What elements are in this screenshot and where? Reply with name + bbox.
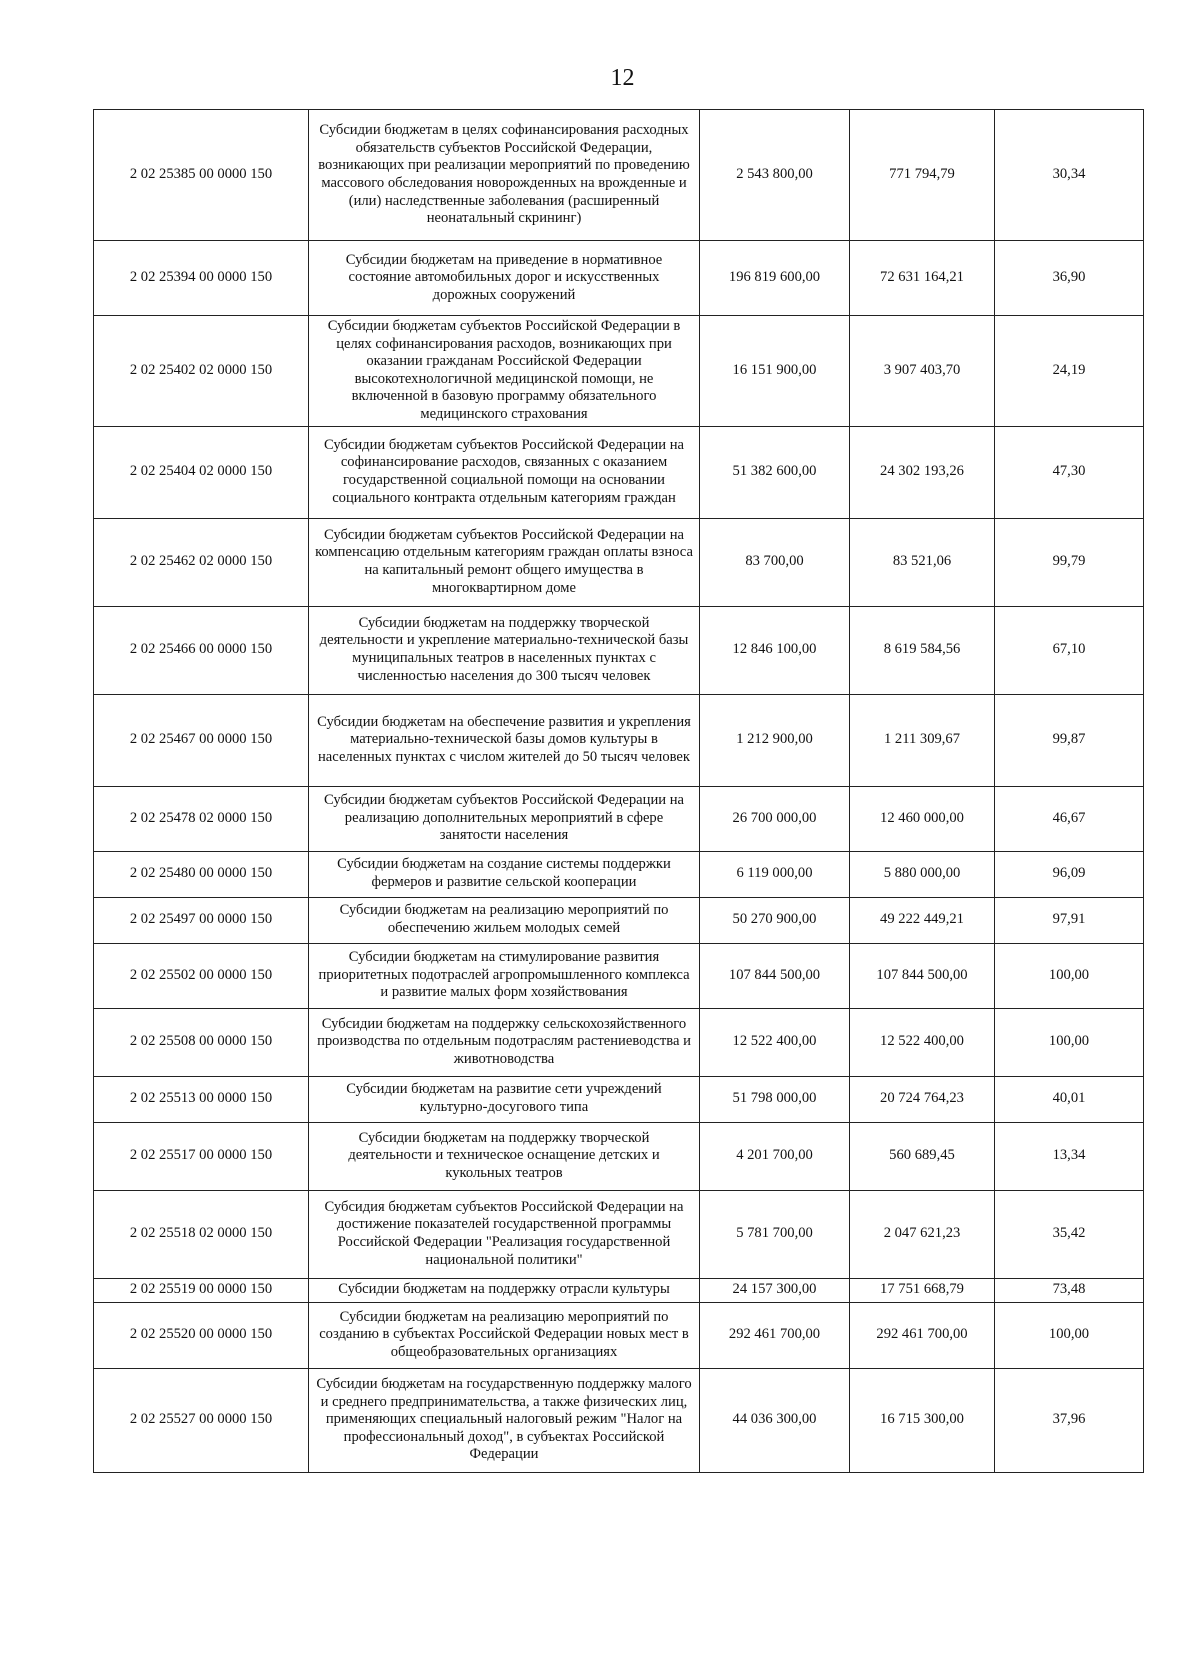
budget-code-cell: 2 02 25480 00 0000 150 (94, 851, 309, 897)
planned-amount-cell: 12 522 400,00 (700, 1008, 850, 1076)
description-cell: Субсидии бюджетам субъектов Российской Федерации на реализацию дополнительных мероприятий в сфере занятости населения (309, 786, 700, 851)
actual-amount-cell: 72 631 164,21 (850, 241, 995, 316)
planned-amount-cell: 5 781 700,00 (700, 1190, 850, 1278)
budget-code-cell: 2 02 25519 00 0000 150 (94, 1278, 309, 1302)
percent-cell: 37,96 (995, 1368, 1144, 1472)
table-row (94, 694, 1144, 786)
budget-code-cell: 2 02 25478 02 0000 150 (94, 786, 309, 851)
planned-amount-cell: 26 700 000,00 (700, 786, 850, 851)
budget-code-cell: 2 02 25497 00 0000 150 (94, 897, 309, 943)
percent-cell: 73,48 (995, 1278, 1144, 1302)
actual-amount-cell: 2 047 621,23 (850, 1190, 995, 1278)
table-row (94, 110, 1144, 241)
budget-code-cell: 2 02 25466 00 0000 150 (94, 606, 309, 694)
actual-amount-cell: 771 794,79 (850, 110, 995, 241)
actual-amount-cell: 24 302 193,26 (850, 426, 995, 518)
actual-amount-cell: 8 619 584,56 (850, 606, 995, 694)
table-row (94, 241, 1144, 316)
table-row (94, 1122, 1144, 1190)
description-cell: Субсидии бюджетам на приведение в нормативное состояние автомобильных дорог и искусственных дорожных сооружений (309, 241, 700, 316)
budget-table (93, 109, 1144, 1473)
actual-amount-cell: 17 751 668,79 (850, 1278, 995, 1302)
description-cell: Субсидии бюджетам на поддержку отрасли культуры (309, 1278, 700, 1302)
actual-amount-cell: 16 715 300,00 (850, 1368, 995, 1472)
actual-amount-cell: 83 521,06 (850, 518, 995, 606)
actual-amount-cell: 107 844 500,00 (850, 943, 995, 1008)
table-row (94, 1190, 1144, 1278)
actual-amount-cell: 12 522 400,00 (850, 1008, 995, 1076)
budget-code-cell: 2 02 25462 02 0000 150 (94, 518, 309, 606)
planned-amount-cell: 6 119 000,00 (700, 851, 850, 897)
percent-cell: 96,09 (995, 851, 1144, 897)
budget-code-cell: 2 02 25394 00 0000 150 (94, 241, 309, 316)
page-number: 12 (610, 65, 635, 91)
description-cell: Субсидии бюджетам в целях софинансирования расходных обязательств субъектов Российской Федерации, возникающих при реализации мероприятий по проведению массового обследования новорожденных на врожденные и (или) наследственные заболевания (расширенный неонатальный скрининг) (309, 110, 700, 241)
description-cell: Субсидии бюджетам субъектов Российской Федерации на софинансирование расходов, связанных с оказанием государственной социальной помощи на основании социального контракта отдельным категориям граждан (309, 426, 700, 518)
actual-amount-cell: 292 461 700,00 (850, 1302, 995, 1368)
description-cell: Субсидии бюджетам субъектов Российской Федерации в целях софинансирования расходов, возникающих при оказании гражданам Российской Федерации высокотехнологичной медицинской помощи, не включенной в базовую программу обязательного медицинского страхования (309, 316, 700, 427)
planned-amount-cell: 51 798 000,00 (700, 1076, 850, 1122)
actual-amount-cell: 1 211 309,67 (850, 694, 995, 786)
planned-amount-cell: 1 212 900,00 (700, 694, 850, 786)
budget-code-cell: 2 02 25527 00 0000 150 (94, 1368, 309, 1472)
table-row (94, 1278, 1144, 1302)
planned-amount-cell: 4 201 700,00 (700, 1122, 850, 1190)
percent-cell: 40,01 (995, 1076, 1144, 1122)
description-cell: Субсидии бюджетам на обеспечение развития и укрепления материально-технической базы домов культуры в населенных пунктах с числом жителей до 50 тысяч человек (309, 694, 700, 786)
percent-cell: 100,00 (995, 943, 1144, 1008)
percent-cell: 13,34 (995, 1122, 1144, 1190)
budget-code-cell: 2 02 25402 02 0000 150 (94, 316, 309, 427)
description-cell: Субсидии бюджетам на поддержку сельскохозяйственного производства по отдельным подотраслям растениеводства и животноводства (309, 1008, 700, 1076)
description-cell: Субсидии бюджетам на реализацию мероприятий по обеспечению жильем молодых семей (309, 897, 700, 943)
planned-amount-cell: 16 151 900,00 (700, 316, 850, 427)
description-cell: Субсидия бюджетам субъектов Российской Федерации на достижение показателей государственной программы Российской Федерации "Реализация государственной национальной политики" (309, 1190, 700, 1278)
description-cell: Субсидии бюджетам на поддержку творческой деятельности и техническое оснащение детских и кукольных театров (309, 1122, 700, 1190)
planned-amount-cell: 12 846 100,00 (700, 606, 850, 694)
budget-code-cell: 2 02 25385 00 0000 150 (94, 110, 309, 241)
table-row (94, 426, 1144, 518)
description-cell: Субсидии бюджетам на государственную поддержку малого и среднего предпринимательства, а также физических лиц, применяющих специальный налоговый режим "Налог на профессиональный доход", в субъектах Российской Федерации (309, 1368, 700, 1472)
table-row (94, 1008, 1144, 1076)
percent-cell: 47,30 (995, 426, 1144, 518)
planned-amount-cell: 107 844 500,00 (700, 943, 850, 1008)
table-row (94, 786, 1144, 851)
budget-code-cell: 2 02 25513 00 0000 150 (94, 1076, 309, 1122)
percent-cell: 35,42 (995, 1190, 1144, 1278)
planned-amount-cell: 51 382 600,00 (700, 426, 850, 518)
budget-code-cell: 2 02 25520 00 0000 150 (94, 1302, 309, 1368)
table-row (94, 316, 1144, 427)
description-cell: Субсидии бюджетам на стимулирование развития приоритетных подотраслей агропромышленного комплекса и развитие малых форм хозяйствования (309, 943, 700, 1008)
description-cell: Субсидии бюджетам на поддержку творческой деятельности и укрепление материально-технической базы муниципальных театров в населенных пунктах с численностью населения до 300 тысяч человек (309, 606, 700, 694)
actual-amount-cell: 12 460 000,00 (850, 786, 995, 851)
planned-amount-cell: 50 270 900,00 (700, 897, 850, 943)
table-row (94, 1302, 1144, 1368)
planned-amount-cell: 196 819 600,00 (700, 241, 850, 316)
percent-cell: 99,87 (995, 694, 1144, 786)
planned-amount-cell: 24 157 300,00 (700, 1278, 850, 1302)
budget-code-cell: 2 02 25502 00 0000 150 (94, 943, 309, 1008)
actual-amount-cell: 560 689,45 (850, 1122, 995, 1190)
description-cell: Субсидии бюджетам на развитие сети учреждений культурно-досугового типа (309, 1076, 700, 1122)
budget-code-cell: 2 02 25508 00 0000 150 (94, 1008, 309, 1076)
planned-amount-cell: 83 700,00 (700, 518, 850, 606)
description-cell: Субсидии бюджетам на создание системы поддержки фермеров и развитие сельской кооперации (309, 851, 700, 897)
table-row (94, 606, 1144, 694)
percent-cell: 30,34 (995, 110, 1144, 241)
actual-amount-cell: 5 880 000,00 (850, 851, 995, 897)
budget-code-cell: 2 02 25517 00 0000 150 (94, 1122, 309, 1190)
percent-cell: 24,19 (995, 316, 1144, 427)
table-row (94, 1368, 1144, 1472)
budget-code-cell: 2 02 25467 00 0000 150 (94, 694, 309, 786)
percent-cell: 36,90 (995, 241, 1144, 316)
percent-cell: 100,00 (995, 1302, 1144, 1368)
percent-cell: 46,67 (995, 786, 1144, 851)
planned-amount-cell: 292 461 700,00 (700, 1302, 850, 1368)
percent-cell: 100,00 (995, 1008, 1144, 1076)
table-row (94, 518, 1144, 606)
percent-cell: 97,91 (995, 897, 1144, 943)
description-cell: Субсидии бюджетам на реализацию мероприятий по созданию в субъектах Российской Федерации новых мест в общеобразовательных организациях (309, 1302, 700, 1368)
description-cell: Субсидии бюджетам субъектов Российской Федерации на компенсацию отдельным категориям граждан оплаты взноса на капитальный ремонт общего имущества в многоквартирном доме (309, 518, 700, 606)
percent-cell: 67,10 (995, 606, 1144, 694)
budget-code-cell: 2 02 25404 02 0000 150 (94, 426, 309, 518)
table-row (94, 1076, 1144, 1122)
actual-amount-cell: 49 222 449,21 (850, 897, 995, 943)
planned-amount-cell: 44 036 300,00 (700, 1368, 850, 1472)
table-row (94, 851, 1144, 897)
budget-code-cell: 2 02 25518 02 0000 150 (94, 1190, 309, 1278)
table-row (94, 897, 1144, 943)
percent-cell: 99,79 (995, 518, 1144, 606)
table-row (94, 943, 1144, 1008)
actual-amount-cell: 20 724 764,23 (850, 1076, 995, 1122)
actual-amount-cell: 3 907 403,70 (850, 316, 995, 427)
planned-amount-cell: 2 543 800,00 (700, 110, 850, 241)
